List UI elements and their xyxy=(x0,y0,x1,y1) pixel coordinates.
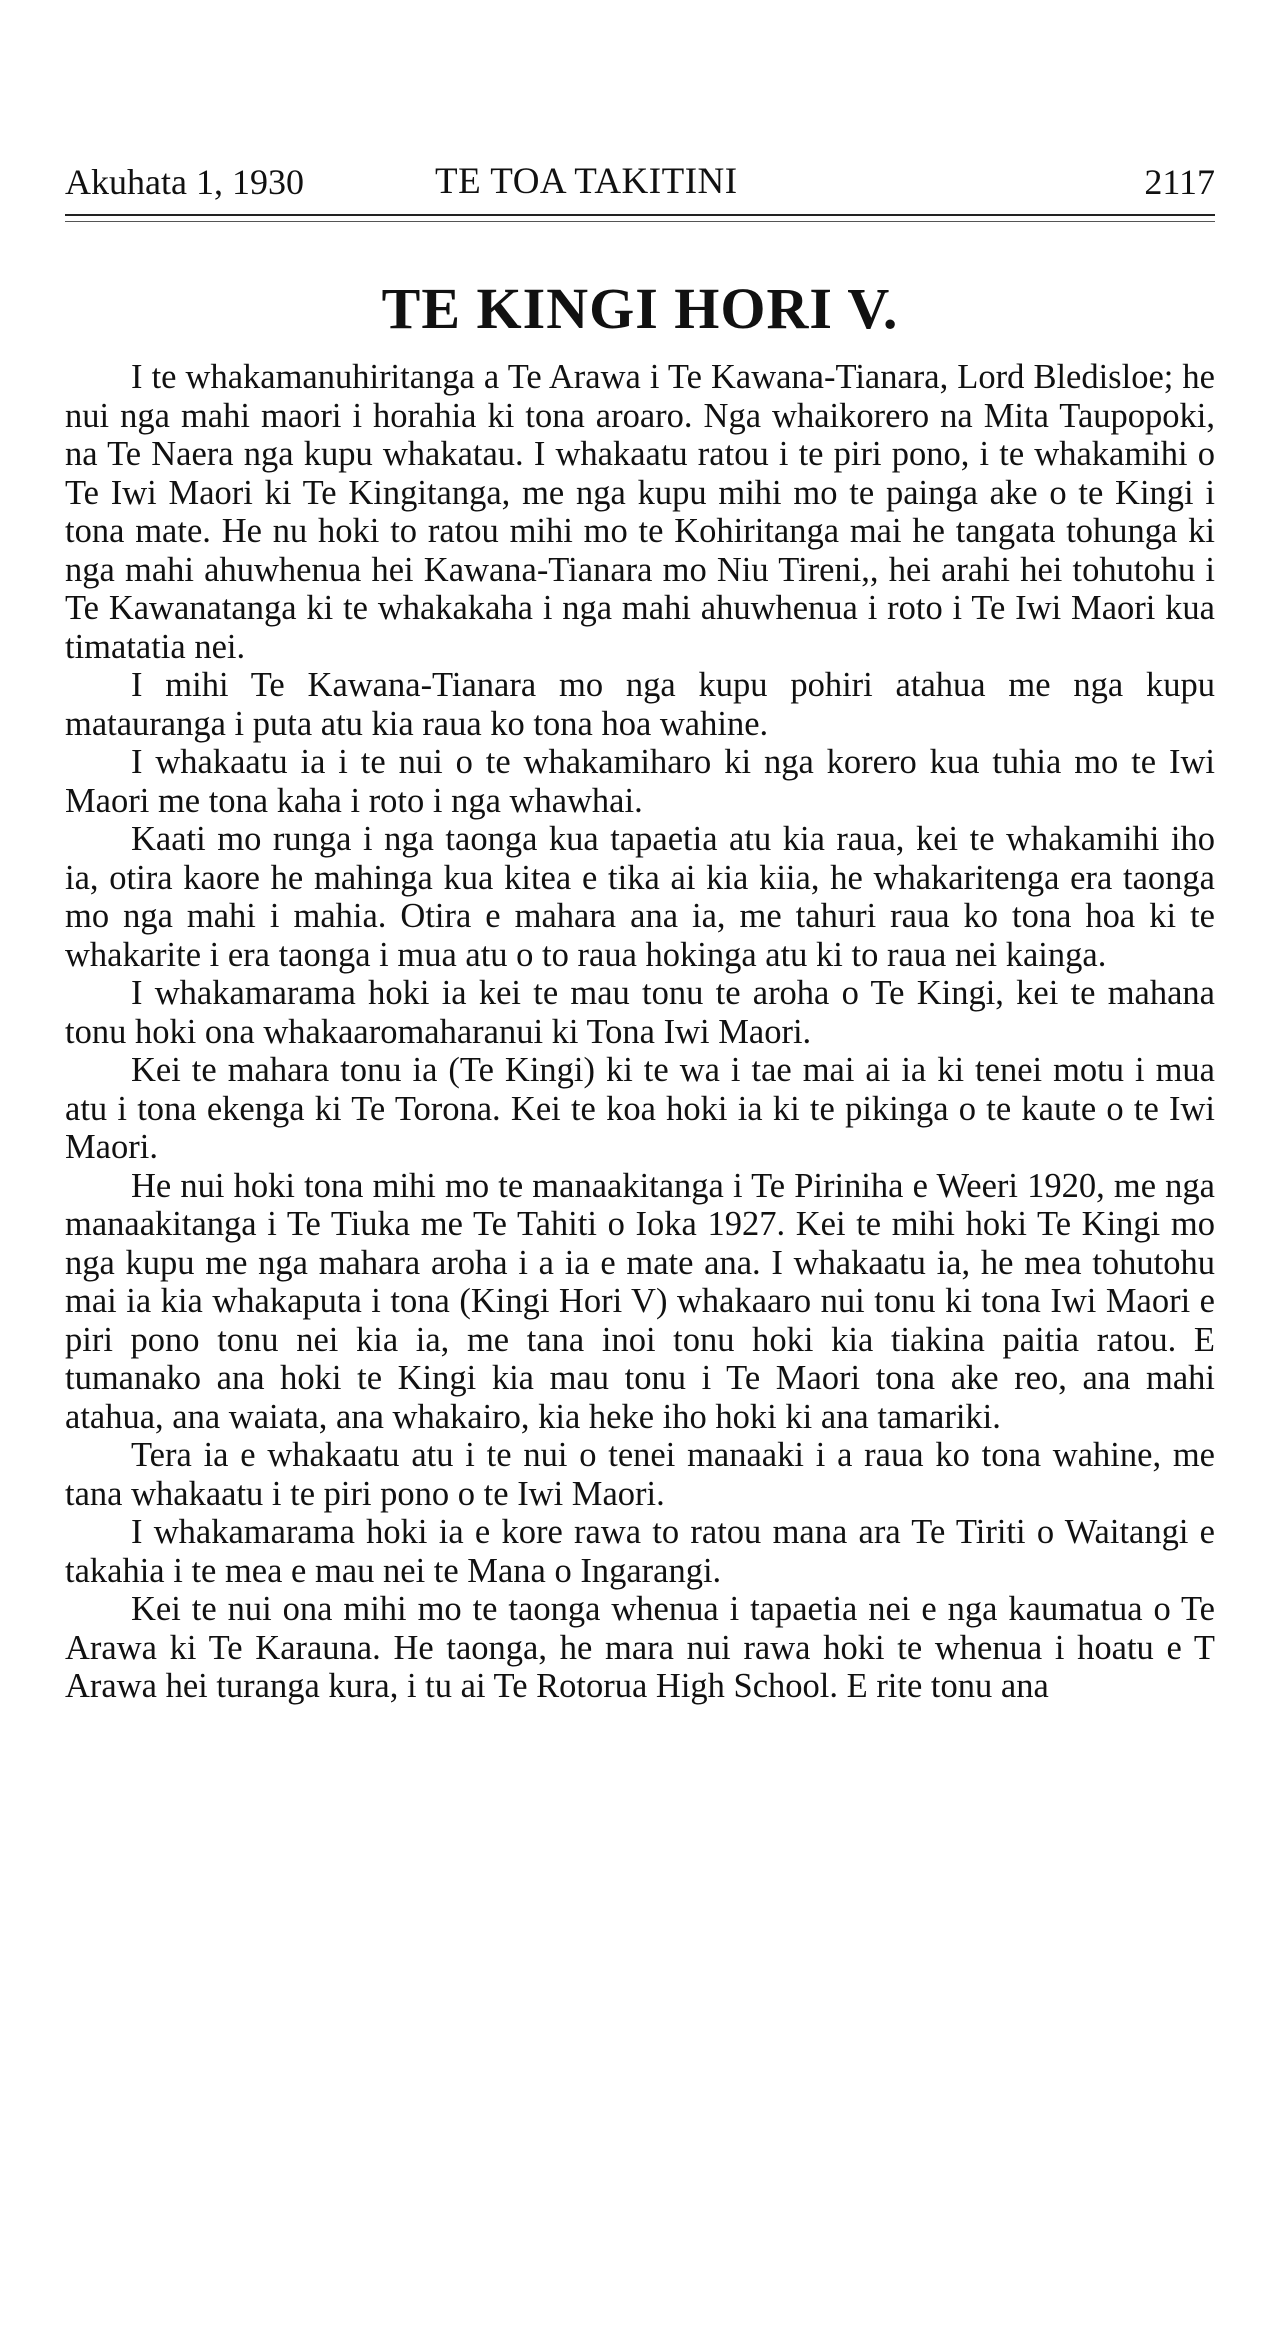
paragraph: Tera ia e whakaatu atu i te nui o tenei manaaki i a raua ko tona wahine, me tana whakaatu i te piri pono o te Iwi Maori. xyxy=(65,1436,1215,1513)
publication-title: TE TOA TAKITINI xyxy=(435,161,738,202)
paragraph: I whakaatu ia i te nui o te whakamiharo ki nga korero kua tuhia mo te Iwi Maori me tona kaha i roto i nga whawhai. xyxy=(65,743,1215,820)
article-title: TE KINGI HORI V. xyxy=(381,276,899,341)
header-rule xyxy=(65,214,1215,216)
running-header xyxy=(65,150,1215,214)
page-number: 2117 xyxy=(1144,162,1215,202)
article-body xyxy=(65,358,1215,1706)
paragraph: Kei te mahara tonu ia (Te Kingi) ki te wa i tae mai ai ia ki tenei motu i mua atu i tona ekenga ki Te Torona. Kei te koa hoki ia ki te pikinga o te kaute o te Iwi Maori. xyxy=(65,1051,1215,1166)
paragraph: I whakamarama hoki ia e kore rawa to ratou mana ara Te Tiriti o Waitangi e takahia i te mea e mau nei te Mana o Ingarangi. xyxy=(65,1513,1215,1590)
paragraph: Kaati mo runga i nga taonga kua tapaetia atu kia raua, kei te whakamihi iho ia, otira kaore he mahinga kua kitea e tika ai kia kiia, he whakaritenga era taonga mo nga mahi i mahia. Otira e mahara ana ia, me tahuri raua ko tona hoa ki te whakarite i era taonga i mua atu o to raua hokinga atu ki to raua nei kainga. xyxy=(65,820,1215,974)
issue-date: Akuhata 1, 1930 xyxy=(65,162,304,202)
paragraph: Kei te nui ona mihi mo te taonga whenua i tapaetia nei e nga kaumatua o Te Arawa ki Te Karauna. He taonga, he mara nui rawa hoki te whenua i hoatu e T Arawa hei turanga kura, i tu ai Te Rotorua High School. E rite tonu ana xyxy=(65,1590,1215,1705)
paragraph: He nui hoki tona mihi mo te manaakitanga i Te Piriniha e Weeri 1920, me nga manaakitanga i Te Tiuka me Te Tahiti o Ioka 1927. Kei te mihi hoki Te Kingi mo nga kupu me nga mahara aroha i a ia e mate ana. I whakaatu ia, he mea tohutohu mai ia kia whakaputa i tona (Kingi Hori V) whakaaro nui tonu ki tona Iwi Maori e piri pono tonu nei kia ia, me tana inoi tonu hoki kia tiakina paitia ratou. E tumanako ana hoki te Kingi kia mau tonu i Te Maori tona ake reo, ana mahi atahua, ana waiata, ana whakairo, kia heke iho hoki ki ana tamariki. xyxy=(65,1166,1215,1436)
paragraph: I te whakamanuhiritanga a Te Arawa i Te Kawana-Tianara, Lord Bledisloe; he nui nga mahi maori i horahia ki tona aroaro. Nga whaikorero na Mita Taupopoki, na Te Naera nga kupu whakatau. I whakaatu ratou i te piri pono, i te whakamihi o Te Iwi Maori ki Te Kingitanga, me nga kupu mihi mo te painga ake o te Kingi i tona mate. He nu hoki to ratou mihi mo te Kohiritanga mai he tangata tohunga ki nga mahi ahuwhenua hei Kawana-Tianara mo Niu Tireni,, hei arahi hei tohutohu i Te Kawanatanga ki te whakakaha i nga mahi ahuwhenua i roto i Te Iwi Maori kua timatatia nei. xyxy=(65,358,1215,666)
paragraph: I whakamarama hoki ia kei te mau tonu te aroha o Te Kingi, kei te mahana tonu hoki ona whakaaromaharanui ki Tona Iwi Maori. xyxy=(65,974,1215,1051)
page xyxy=(65,150,1215,1706)
paragraph: I mihi Te Kawana-Tianara mo nga kupu pohiri atahua me nga kupu matauranga i puta atu kia raua ko tona hoa wahine. xyxy=(65,666,1215,743)
header-rule-secondary xyxy=(65,221,1215,222)
